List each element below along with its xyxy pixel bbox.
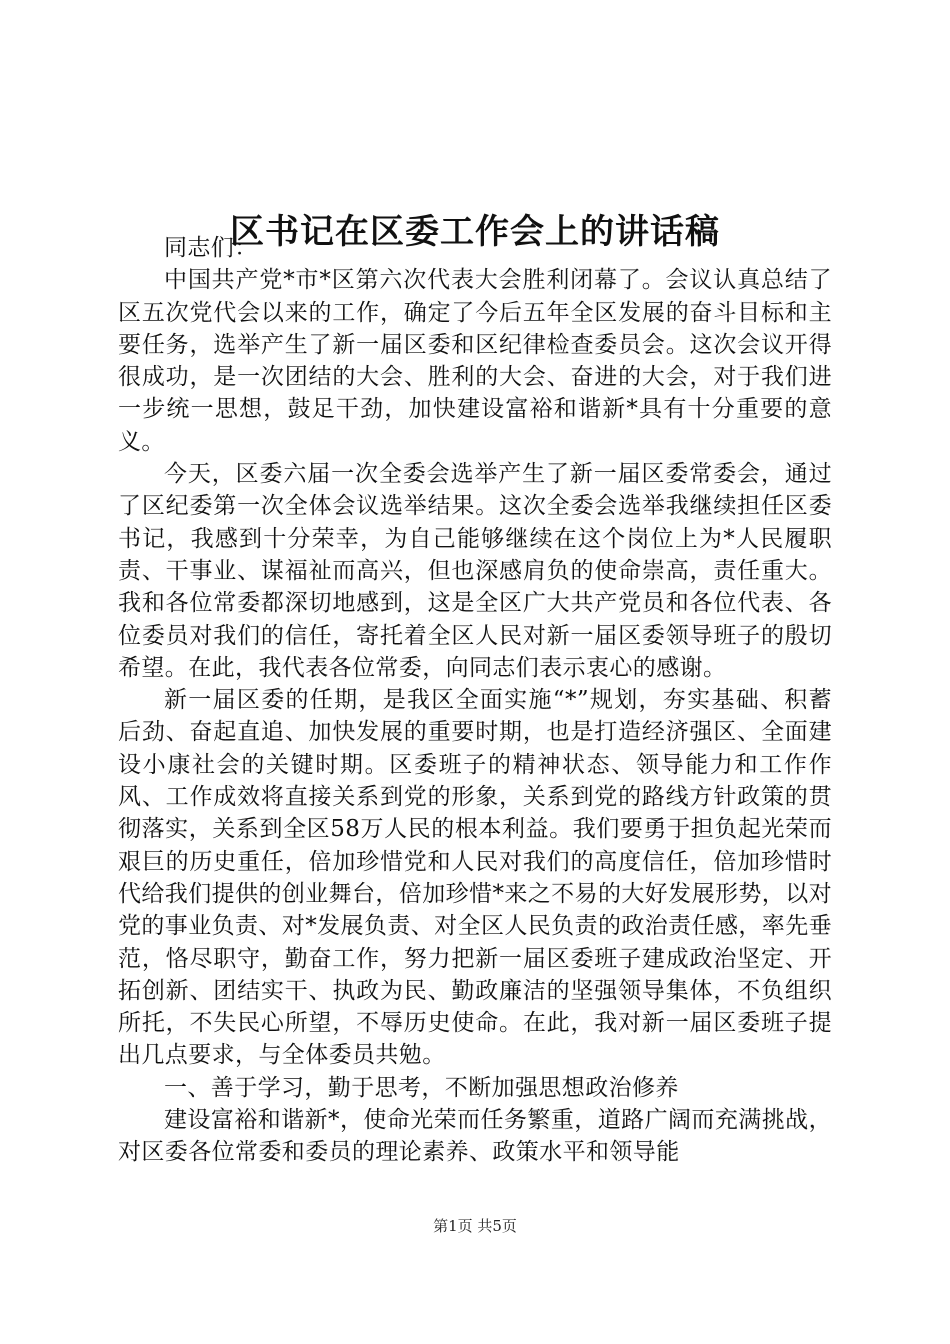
body-paragraph: 新一届区委的任期，是我区全面实施“*”规划，夯实基础、积蓄后劲、奋起直追、加快发展的重要时期，也是打造经济强区、全面建设小康社会的关键时期。区委班子的精神状态、领导能力和工作作风、工作成效将直接关系到党的形象，关系到党的路线方针政策的贯彻落实，关系到全区58万人民的根本利益。我们要勇于担负起光荣而艰巨的历史重任，倍加珍惜党和人民对我们的高度信任，倍加珍惜时代给我们提供的创业舞台，倍加珍惜*来之不易的大好发展形势，以对党的事业负责、对*发展负责、对全区人民负责的政治责任感，率先垂范，恪尽职守，勤奋工作，努力把新一届区委班子建成政治坚定、开拓创新、团结实干、执政为民、勤政廉洁的坚强领导集体，不负组织所托，不失民心所望，不辱历史使命。在此，我对新一届区委班子提出几点要求，与全体委员共勉。 [118,687,832,1069]
page-footer: 第1页 共5页 [433,1217,517,1235]
document-title: 区书记在区委工作会上的讲话稿 [230,211,720,252]
body-paragraph: 今天，区委六届一次全委会选举产生了新一届区委常委会，通过了区纪委第一次全体会议选举结果。这次全委会选举我继续担任区委书记，我感到十分荣幸，为自己能够继续在这个岗位上为*人民履职责、干事业、谋福祉而高兴，但也深感肩负的使命崇高，责任重大。我和各位常委都深切地感到，这是全区广大共产党员和各位代表、各位委员对我们的信任，寄托着全区人民对新一届区委领导班子的殷切希望。在此，我代表各位常委，向同志们表示衷心的感谢。 [118,461,832,681]
salutation-paragraph: 同志们： [164,235,258,261]
body-paragraph: 中国共产党*市*区第六次代表大会胜利闭幕了。会议认真总结了区五次党代会以来的工作，确定了今后五年全区发展的奋斗目标和主要任务，选举产生了新一届区委和区纪律检查委员会。这次会议开得很成功，是一次团结的大会、胜利的大会、奋进的大会，对于我们进一步统一思想，鼓足干劲，加快建设富裕和谐新*具有十分重要的意义。 [118,267,832,455]
body-paragraph: 建设富裕和谐新*，使命光荣而任务繁重，道路广阔而充满挑战，对区委各位常委和委员的理论素养、政策水平和领导能 [118,1107,832,1166]
document-body [118,232,832,1169]
section-heading: 一、善于学习，勤于思考，不断加强思想政治修养 [164,1074,679,1101]
